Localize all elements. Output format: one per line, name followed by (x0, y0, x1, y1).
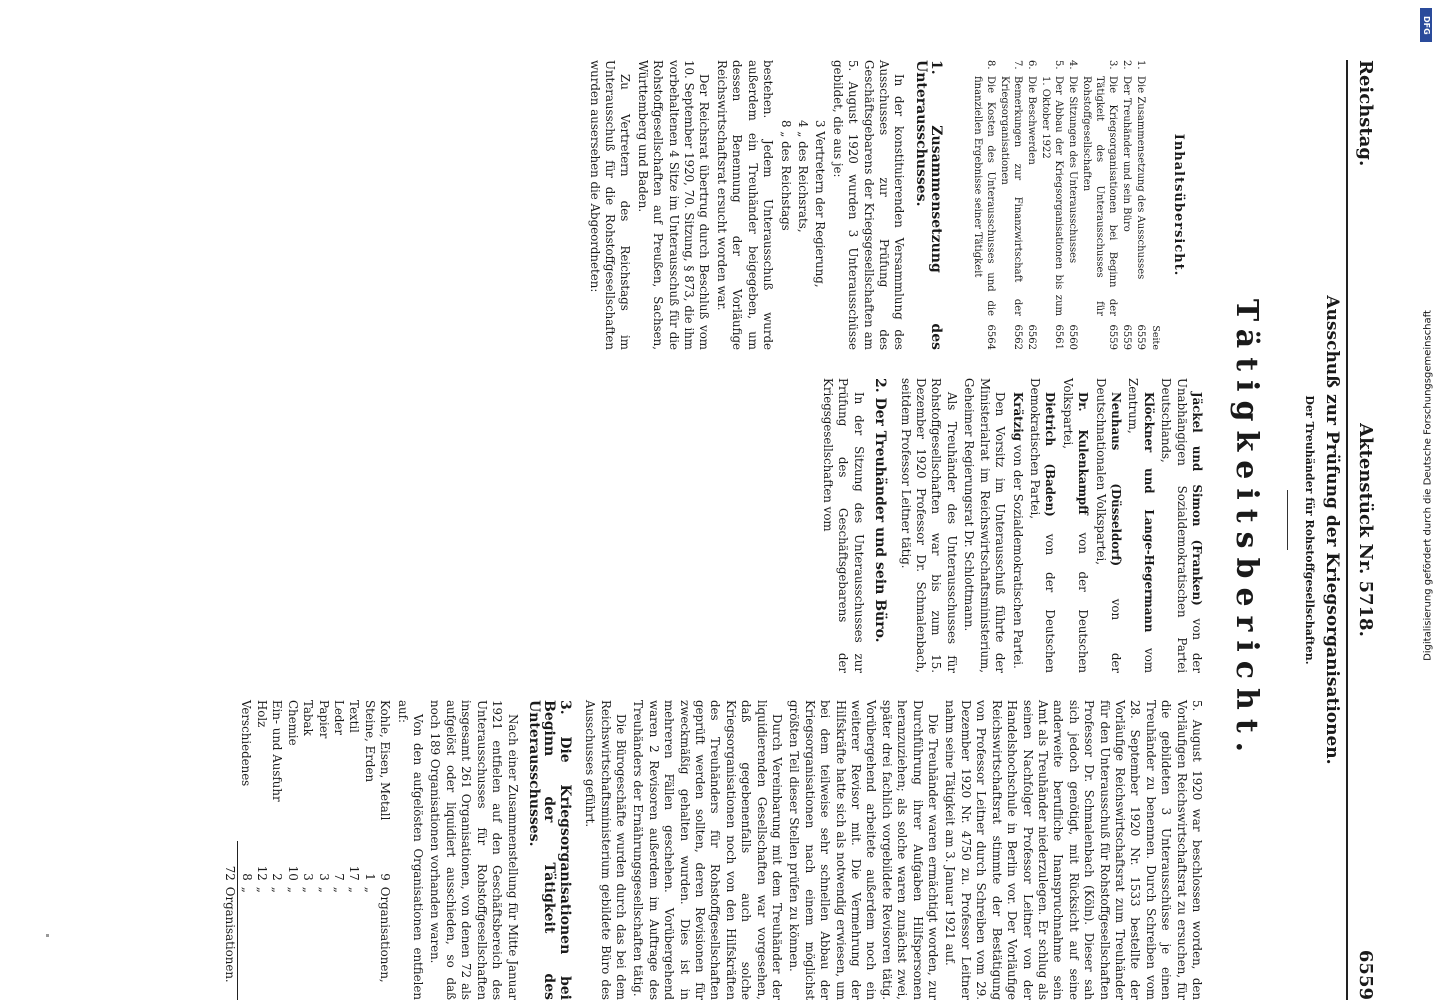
table-total-row: 72 Organisationen. (222, 700, 238, 1000)
paragraph: Nach einer Zusammenstellung für Mitte Januar 1921 entfielen auf den Geschäftsbereich des Unterausschusses für Rohstoffgesellschaften insgesamt 261 Organisationen, von denen 72 als aufgelöst oder liquidiert ausschieden, so daß noch 189 Organisationen vorhanden waren. (428, 700, 520, 1000)
toc-seite-label: Seite (1149, 325, 1161, 350)
header-center: Aktenstück Nr. 5718. (1355, 423, 1376, 637)
paragraph: bestehen. Jedem Unterausschuß wurde außerdem ein Treuhänder beigegeben, um dessen Benennung der Vorläufige Reichswirtschaftsrat ersucht worden war. (714, 60, 776, 350)
list-line: 3 Vertretern der Regierung, (813, 120, 828, 288)
dfg-logo: DFG (1420, 8, 1432, 42)
toc-row: 2. Der Treuhänder und sein Büro 6559 (1121, 60, 1133, 350)
dfg-credit: Digitalisierung gefördert durch die Deutsche Forschungsgemeinschaft (1422, 310, 1434, 661)
list-line: 8 „ des Reichstags (778, 120, 793, 231)
table-row: Holz 12 „ (255, 700, 270, 893)
toc-row: 7. Bemerkungen zur Finanzwirtschaft der Kriegsorganisationen 6562 (999, 60, 1024, 350)
header-left: Reichstag. (1355, 60, 1376, 167)
paragraph: 5. August 1920 war beschlossen worden, den Vorläufigen Reichswirtschaftsrat zu ersuchen, für die gebildeten 3 Unterausschüsse je einen Treuhänder zu benennen. Durch Schreiben vom 28. September 1920 Nr. 1533 bestellte der Vorläufige Reichswirtschaftsrat zum Treuhänder für den Unterausschuß für Rohstoffgesellschaften Professor Dr. Schmalenbach (Köln). Dieser sah sich jedoch genötigt, mit Rücksicht auf seine anderweite berufliche Inanspruchnahme sein Amt als Treuhänder niederzulegen. Er schlug als seinen Nachfolger Professor Leitner von der Handelshochschule in Berlin vor. Der Vorläufige Reichswirtschaftsrat stimmte der Bestätigung von Professor Leitner durch Schreiben vom 29. Dezember 1920 Nr. 4750 zu. Professor Leitner nahm seine Tätigkeit am 3. Januar 1921 auf. (943, 700, 1204, 1000)
member-line: Neuhaus (Düsseldorf) von der Deutschnationalen Volkspartei, (1093, 378, 1123, 673)
member-line: Krätzig von der Sozialdemokratischen Partei. (1010, 392, 1025, 669)
table-row: Textil 17 „ (347, 700, 362, 893)
paragraph: In der Sitzung des Unterausschusses zur Prüfung des Geschäftsgebarens der Kriegsgesellschaften vom (821, 378, 866, 673)
section-1-heading: 1. Zusammensetzung des Unterausschusses. (912, 60, 945, 350)
section-3-heading: 3. Die Kriegsorganisationen bei Beginn der Tätigkeit des Unterausschusses. (525, 700, 573, 1000)
member-line: Jäckel und Simon (Franken) von der Unabhängigen Sozialdemokratischen Partei Deutschlands, (1159, 378, 1204, 673)
column-3 (222, 700, 1204, 1000)
table-row: Leder 7 „ (332, 700, 347, 893)
list-line: 4 „ des Reichsrats, (795, 120, 810, 233)
paragraph: Der Reichsrat übertrug durch Beschluß vom 10. September 1920, 70. Sitzung, § 873, die ihm vorbehaltenen 4 Sitze im Unterausschuß für die Rohstoffgesellschaften auf Preußen, Sachsen, Württemberg und Baden. (635, 60, 712, 350)
toc-row: 1. Die Zusammensetzung des Ausschusses 6559 (1135, 60, 1147, 350)
scan-mark (46, 934, 49, 937)
table-row: Tabak 3 „ (301, 700, 316, 893)
member-line: Dietrich (Baden) von der Deutschen Demokratischen Partei, (1027, 378, 1058, 673)
toc-row: 5. Der Abbau der Kriegsorganisationen bis zum 1. Oktober 1922 6561 (1040, 60, 1065, 350)
table-row: Chemie 10 „ (285, 700, 300, 893)
section-2-heading: 2. Der Treuhänder und sein Büro. (872, 378, 889, 643)
committee-title: Ausschuß zur Prüfung der Kriegsorganisationen. (1322, 295, 1342, 765)
paragraph: Als Treuhänder des Unterausschusses für Rohstoffgesellschaften war bis zum 15. Dezember 1920 Professor Dr. Schmalenbach, seitdem Professor Leitner tätig. (898, 378, 959, 673)
header-rule (1346, 60, 1348, 1000)
paragraph: Von den aufgelösten Organisationen entfielen auf: (395, 700, 426, 1000)
toc-heading: Inhaltsübersicht. (1171, 133, 1186, 277)
toc-row: 4. Die Sitzungen des Unterausschusses 6560 (1067, 60, 1079, 350)
toc-row: 6. Die Beschwerden 6562 (1026, 60, 1038, 350)
trustee-subtitle: Der Treuhänder für Rohstoffgesellschaften. (1303, 395, 1316, 665)
table-row: Verschiedenes 8 „ (239, 700, 254, 893)
toc-row: 8. Die Kosten des Unterausschusses und die finanziellen Ergebnisse seiner Tätigkeit 6564 (972, 60, 997, 350)
paragraph: Durch Vereinbarung mit dem Treuhänder der liquidierenden Gesellschaften war vorgesehen, daß gegebenenfalls auch solche Kriegsorganisationen noch von den Hilfskräften des Treuhänders für Rohstoffgesellschaften geprüft werden sollten, deren Revisionen für zweckmäßig gehalten wurden. Dies ist in mehreren Fällen geschehen. Vorübergehend waren 2 Revisoren außerdem im Auftrage des Treuhänders der Ernährungsgesellschaften tätig. (631, 700, 785, 1000)
organisation-table (222, 700, 392, 1000)
paragraph: In der konstituierenden Versammlung des Ausschusses zur Prüfung des Geschäftsgebarens der Kriegsgesellschaften am 5. August 1920 wurden 3 Unterausschüsse gebildet, die aus je: (830, 60, 907, 350)
paragraph: Zu Vertretern des Reichstags im Unterausschuß für die Rohstoffgesellschaften wurden ausersehen die Abgeordneten: (587, 60, 633, 350)
column-2 (818, 378, 1204, 673)
member-line: Klöckner und Lange-Hegermann vom Zentrum, (1126, 378, 1156, 673)
column-1 (584, 60, 1204, 350)
divider (1287, 490, 1288, 550)
toc-row: 3. Die Kriegsorganisationen bei Beginn der Tätigkeit des Unterausschusses für Rohstoffgesellschaften 6559 (1081, 60, 1119, 350)
credit-strip (1418, 0, 1434, 1000)
table-row: Steine, Erden 1 „ (362, 700, 377, 893)
table-row: Papier 3 „ (316, 700, 331, 893)
document-title: Tätigkeitsbericht. (1229, 298, 1264, 762)
page-number: 6559 (1355, 949, 1376, 1000)
member-line: Dr. Kulenkampff von der Deutschen Volkspartei, (1060, 378, 1091, 673)
paragraph: Die Bürogeschäfte wurden durch das bei dem Reichswirtschaftsministerium gebildete Büro des Ausschusses geführt. (583, 700, 628, 1000)
paragraph: Den Vorsitz im Unterausschuß führte der Ministerialrat im Reichswirtschaftsministerium, Geheimer Regierungsrat Dr. Schlottmann. (962, 378, 1008, 673)
table-row: Kohle, Eisen, Metall 9 Organisationen, (378, 700, 393, 983)
table-row: Ein- und Ausfuhr 2 „ (270, 700, 285, 893)
paragraph: Die Treuhänder waren ermächtigt worden, zur Durchführung ihrer Aufgaben Hilfspersonen heranzuziehen; als solche waren zunächst zwei, später drei fachlich vorgebildete Revisoren tätig. Vorübergehend arbeitete außerdem noch ein weiterer Revisor mit. Die Vermehrung der Hilfskräfte hatte sich als notwendig erwiesen, um bei dem teilweise sehr schnellen Abbau der Kriegsorganisationen nach einem möglichst größten Teil dieser Stellen prüfen zu können. (787, 700, 941, 1000)
